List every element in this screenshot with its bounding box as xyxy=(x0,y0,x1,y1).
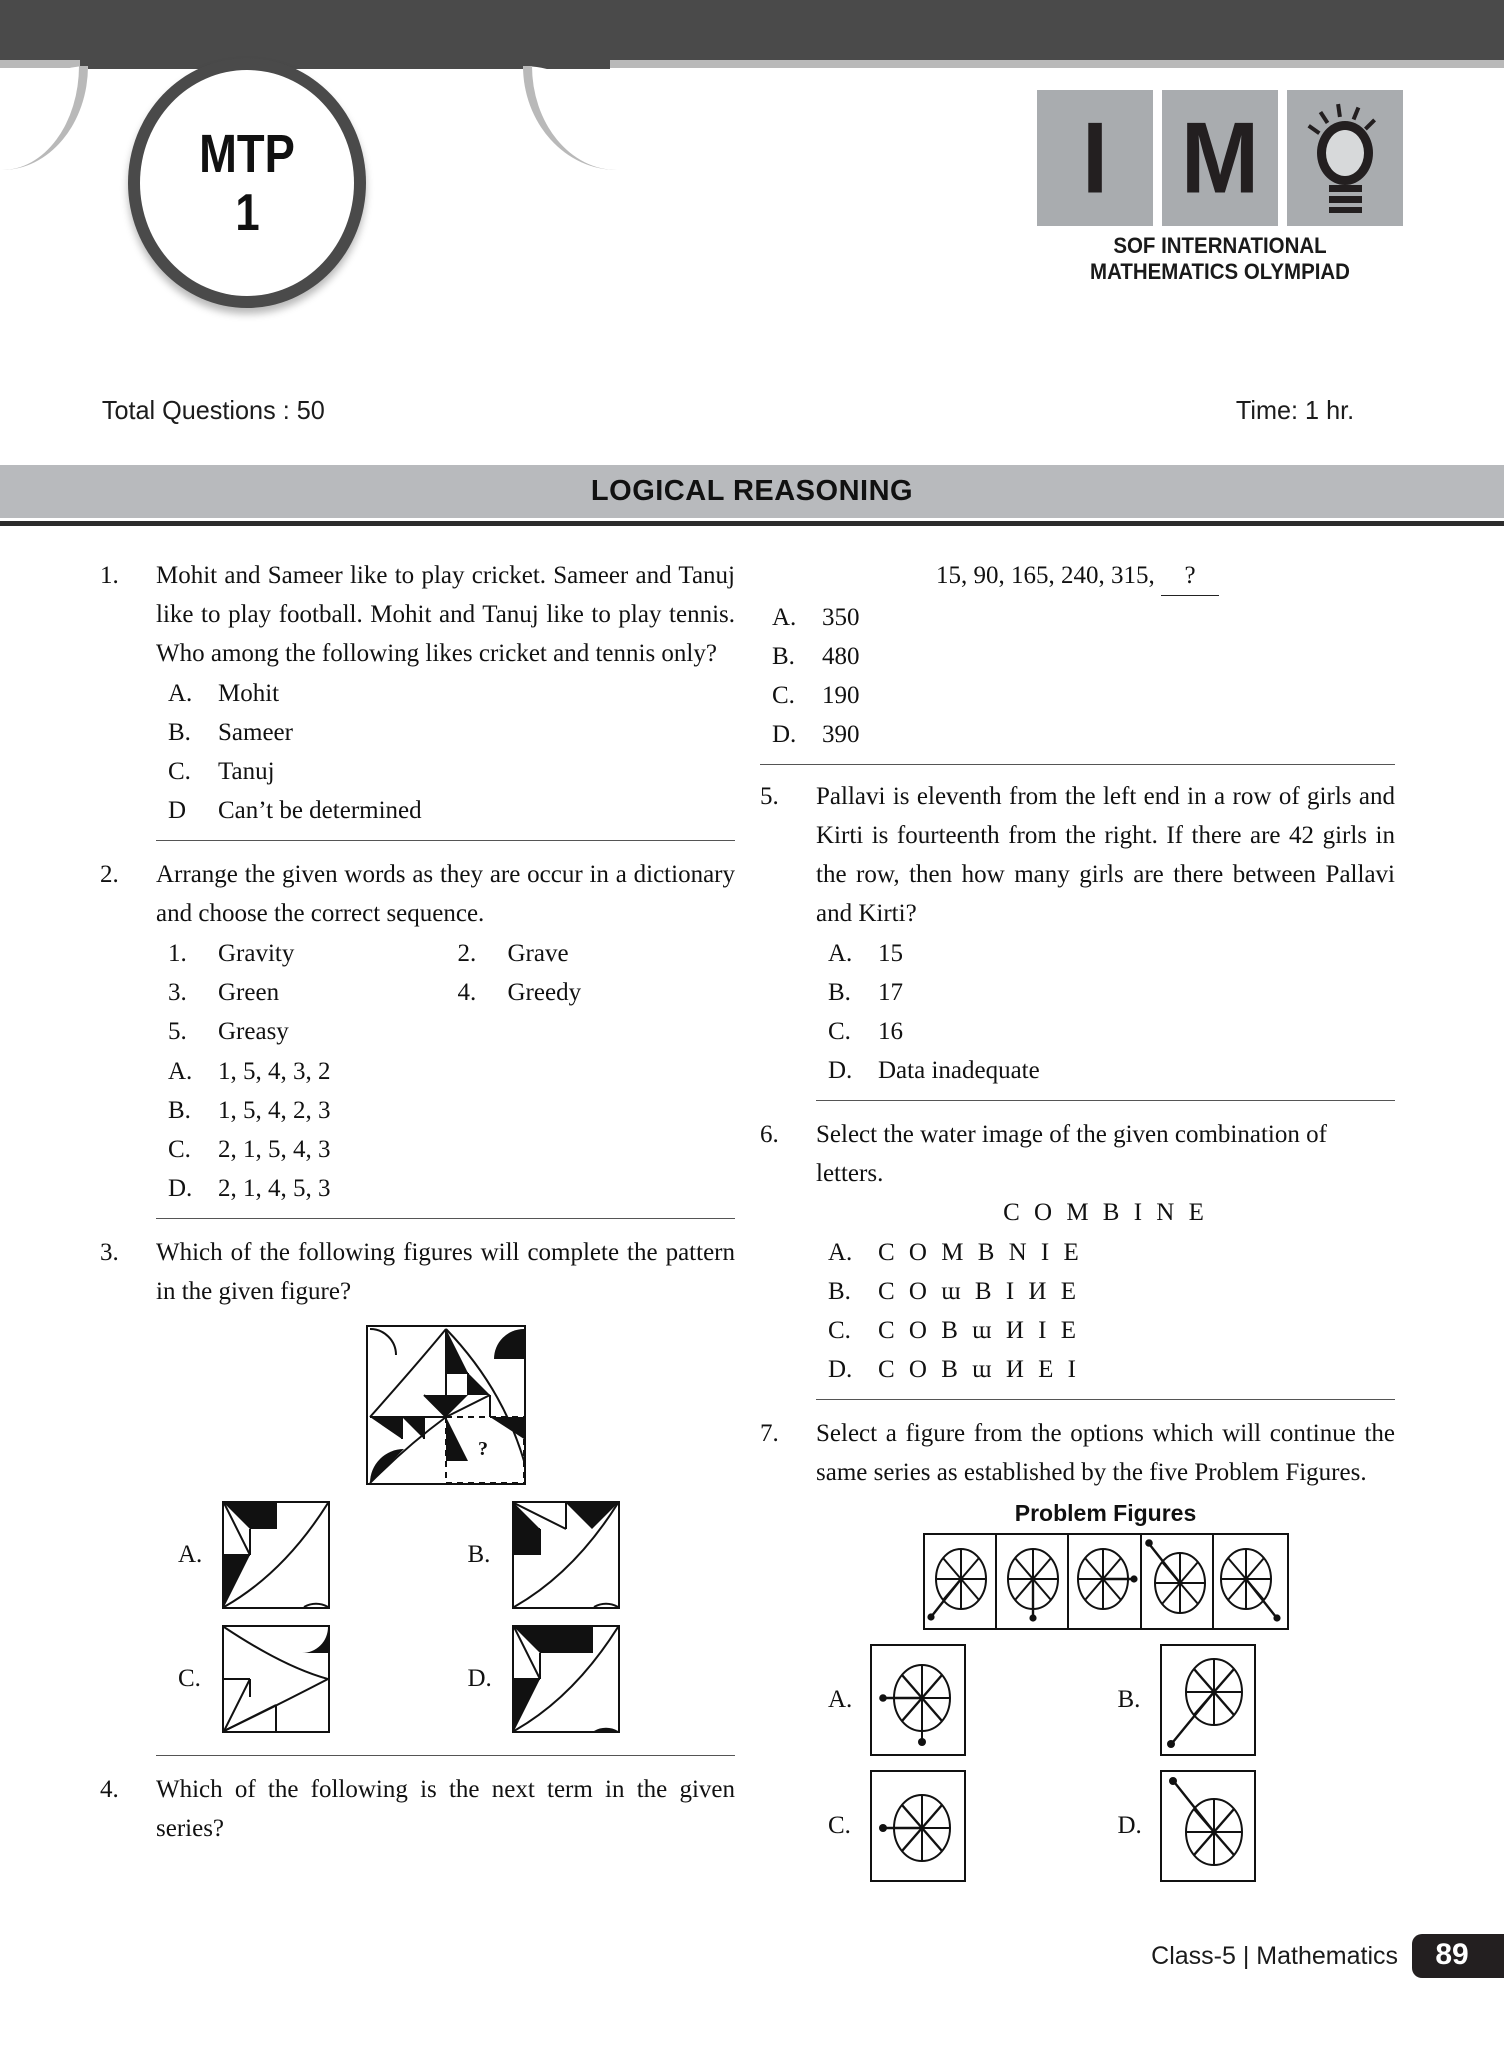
question-1-text: Mohit and Sameer like to play cricket. Sameer and Tanuj like to play football. Mohit and Tanuj like to play tennis. Who among the following likes cricket and tennis only? xyxy=(156,562,735,667)
option-value: 190 xyxy=(822,682,860,709)
option-row[interactable] xyxy=(760,715,1395,754)
question-2-number: 2. xyxy=(100,861,119,888)
option-row[interactable] xyxy=(816,934,1395,973)
question-divider xyxy=(816,1399,1395,1400)
question-6 xyxy=(760,1115,1395,1412)
section-title-bar xyxy=(0,465,1504,518)
option-label: C. xyxy=(178,1665,201,1692)
series-blank: ? xyxy=(1161,556,1219,596)
option-cell[interactable] xyxy=(1106,1770,1396,1882)
imo-caption-line2: MATHEMATICS OLYMPIAD xyxy=(1090,258,1350,284)
imo-logo xyxy=(1037,90,1403,285)
option-cell[interactable] xyxy=(446,1501,736,1609)
word-label: 3. xyxy=(168,979,187,1006)
option-label: B. xyxy=(467,1541,491,1568)
option-row[interactable] xyxy=(816,1233,1395,1272)
option-label: A. xyxy=(828,1239,853,1266)
option-row[interactable] xyxy=(760,598,1395,637)
option-value: 1, 5, 4, 2, 3 xyxy=(218,1097,331,1124)
option-label: B. xyxy=(168,1097,191,1124)
imo-logo-box-i xyxy=(1037,90,1153,226)
total-questions-label: Total Questions : 50 xyxy=(101,395,325,425)
option-label: A. xyxy=(168,1058,193,1085)
option-label: A. xyxy=(828,940,853,967)
question-4-text: Which of the following is the next term in the given series? xyxy=(156,1776,735,1842)
page-footer xyxy=(1151,1934,1504,1978)
question-7-text: Select a figure from the options which will continue the same series as established by the five Problem Figures. xyxy=(816,1420,1395,1486)
option-row[interactable] xyxy=(816,1350,1395,1389)
page-header xyxy=(0,0,1504,352)
option-value: 15 xyxy=(878,940,903,967)
option-value: 2, 1, 4, 5, 3 xyxy=(218,1175,331,1202)
footer-label: Class-5 | Mathematics xyxy=(1151,1941,1398,1970)
question-3-number: 3. xyxy=(100,1239,119,1266)
word-item xyxy=(446,973,736,1012)
option-label: A. xyxy=(828,1686,853,1713)
option-label: C. xyxy=(168,758,191,785)
option-figure-b[interactable] xyxy=(1160,1644,1256,1756)
option-figure-b[interactable] xyxy=(512,1501,620,1609)
question-4-series xyxy=(760,556,1395,596)
option-label: B. xyxy=(828,1278,851,1305)
problem-figure-cell xyxy=(925,1535,997,1628)
option-label: B. xyxy=(772,643,795,670)
option-figure-d[interactable] xyxy=(1160,1770,1256,1882)
word-value: Gravity xyxy=(218,940,295,967)
section-underline xyxy=(0,521,1504,526)
option-label: D. xyxy=(828,1356,853,1383)
time-label: Time: 1 hr. xyxy=(1235,395,1355,425)
question-5 xyxy=(760,777,1395,1113)
option-value: 1, 5, 4, 3, 2 xyxy=(218,1058,331,1085)
option-row[interactable] xyxy=(816,973,1395,1012)
option-label: A. xyxy=(168,680,193,707)
question-divider xyxy=(156,1218,735,1219)
option-value: 16 xyxy=(878,1018,903,1045)
question-6-text: Select the water image of the given combination of letters. xyxy=(816,1121,1327,1187)
option-row[interactable] xyxy=(156,674,735,713)
word-item xyxy=(156,1012,446,1051)
option-cell[interactable] xyxy=(156,1625,446,1733)
option-label: C. xyxy=(772,682,795,709)
question-3-pattern-figure xyxy=(366,1325,526,1485)
question-4-continued xyxy=(760,556,1395,765)
question-divider xyxy=(156,840,735,841)
word-label: 1. xyxy=(168,940,187,967)
question-1-options xyxy=(156,674,735,830)
word-value: Greasy xyxy=(218,1018,289,1045)
problem-figures-strip xyxy=(923,1533,1289,1630)
option-row[interactable] xyxy=(156,1091,735,1130)
option-value: Sameer xyxy=(218,719,293,746)
option-value: 17 xyxy=(878,979,903,1006)
option-row[interactable] xyxy=(760,676,1395,715)
question-1-number: 1. xyxy=(100,562,119,589)
option-label: D. xyxy=(1117,1812,1142,1839)
word-value: Grave xyxy=(507,940,569,967)
option-label: B. xyxy=(1117,1686,1141,1713)
question-6-number: 6. xyxy=(760,1121,779,1148)
left-column xyxy=(100,556,735,1850)
question-7-options-row-1 xyxy=(816,1644,1395,1756)
question-2-options xyxy=(156,1052,735,1208)
option-value: Data inadequate xyxy=(878,1057,1040,1084)
option-label: D. xyxy=(828,1057,853,1084)
question-2 xyxy=(100,855,735,1231)
question-3-options-row-1 xyxy=(156,1501,735,1609)
option-row[interactable] xyxy=(156,752,735,791)
option-row[interactable] xyxy=(156,1130,735,1169)
option-label: A. xyxy=(772,604,797,631)
question-divider xyxy=(760,764,1395,765)
imo-logo-box-o xyxy=(1287,90,1403,226)
page-number-badge: 89 xyxy=(1412,1934,1504,1978)
option-label: B. xyxy=(168,719,191,746)
question-6-options xyxy=(816,1233,1395,1389)
section-title: LOGICAL REASONING xyxy=(590,475,914,507)
question-5-text: Pallavi is eleventh from the left end in a row of girls and Kirti is fourteenth from the right. If there are 42 girls in the row, then how many girls are there between Pallavi and Kirti? xyxy=(816,783,1395,927)
option-value: 390 xyxy=(822,721,860,748)
option-value: Mohit xyxy=(218,680,280,707)
lightbulb-icon xyxy=(1309,99,1381,217)
question-2-text: Arrange the given words as they are occur in a dictionary and choose the correct sequence. xyxy=(156,861,735,927)
option-figure-d[interactable] xyxy=(512,1625,620,1733)
word-value: Greedy xyxy=(507,979,582,1006)
question-5-options xyxy=(816,934,1395,1090)
option-row[interactable] xyxy=(156,1169,735,1208)
option-label: A. xyxy=(178,1541,203,1568)
problem-figures-title: Problem Figures xyxy=(1014,1500,1197,1526)
option-row[interactable] xyxy=(816,1311,1395,1350)
question-2-words xyxy=(156,934,735,1051)
option-row[interactable] xyxy=(156,1052,735,1091)
word-label: 5. xyxy=(168,1018,187,1045)
option-cell[interactable] xyxy=(156,1501,446,1609)
question-4 xyxy=(100,1770,735,1848)
question-4-number: 4. xyxy=(100,1776,119,1803)
problem-figure-cell xyxy=(1142,1535,1214,1628)
question-divider xyxy=(156,1755,735,1756)
imo-letter-m: M xyxy=(1180,100,1260,215)
mtp-number: 1 xyxy=(234,184,260,242)
option-cell[interactable] xyxy=(1106,1644,1396,1756)
option-row[interactable] xyxy=(816,1051,1395,1090)
option-value: Tanuj xyxy=(218,758,275,785)
question-7-number: 7. xyxy=(760,1420,779,1447)
option-value: 480 xyxy=(822,643,860,670)
question-7 xyxy=(760,1414,1395,1882)
option-row[interactable] xyxy=(760,637,1395,676)
mtp-badge xyxy=(128,58,366,308)
question-columns xyxy=(0,556,1504,1956)
option-label: C. xyxy=(168,1136,191,1163)
option-value: Can’t be determined xyxy=(218,797,422,824)
option-row[interactable] xyxy=(156,791,735,830)
option-cell[interactable] xyxy=(816,1770,1106,1882)
series-terms: 15, 90, 165, 240, 315, xyxy=(936,562,1155,589)
option-label: D. xyxy=(168,1175,193,1202)
option-label: D xyxy=(168,797,187,824)
option-label: C. xyxy=(828,1018,851,1045)
word-item xyxy=(156,934,446,973)
word-item xyxy=(156,973,446,1012)
right-column xyxy=(760,556,1395,1884)
mtp-label: MTP xyxy=(199,124,295,184)
question-3 xyxy=(100,1233,735,1768)
question-1 xyxy=(100,556,735,853)
option-value: C O B ɯ И I E xyxy=(878,1317,1080,1344)
option-value: C O B ɯ И E I xyxy=(878,1356,1080,1383)
problem-figure-cell xyxy=(1214,1535,1286,1628)
option-cell[interactable] xyxy=(446,1625,736,1733)
question-5-number: 5. xyxy=(760,783,779,810)
option-row[interactable] xyxy=(816,1272,1395,1311)
problem-figure-cell xyxy=(997,1535,1069,1628)
question-7-options-row-2 xyxy=(816,1770,1395,1882)
option-figure-c[interactable] xyxy=(870,1770,966,1882)
option-figure-a[interactable] xyxy=(222,1501,330,1609)
question-3-text: Which of the following figures will complete the pattern in the given figure? xyxy=(156,1239,735,1305)
option-label: D. xyxy=(467,1665,492,1692)
imo-logo-boxes xyxy=(1037,90,1403,226)
option-figure-a[interactable] xyxy=(870,1644,966,1756)
pattern-question-mark: ? xyxy=(477,1438,488,1460)
mtp-badge-inner xyxy=(140,70,354,296)
word-value: Green xyxy=(218,979,280,1006)
question-4-options xyxy=(760,598,1395,754)
option-label: B. xyxy=(828,979,851,1006)
option-label: D. xyxy=(772,721,797,748)
imo-letter-i: I xyxy=(1081,100,1109,215)
option-figure-c[interactable] xyxy=(222,1625,330,1733)
imo-logo-box-m xyxy=(1162,90,1278,226)
exam-info-row xyxy=(0,395,1459,426)
option-label: C. xyxy=(828,1317,851,1344)
question-divider xyxy=(816,1100,1395,1101)
option-row[interactable] xyxy=(156,713,735,752)
option-row[interactable] xyxy=(816,1012,1395,1051)
option-value: 350 xyxy=(822,604,860,631)
option-value: C O ɯ B I И E xyxy=(878,1278,1080,1305)
problem-figure-cell xyxy=(1069,1535,1141,1628)
option-value: 2, 1, 5, 4, 3 xyxy=(218,1136,331,1163)
question-3-options-row-2 xyxy=(156,1625,735,1733)
imo-caption-line1: SOF INTERNATIONAL xyxy=(1113,233,1327,258)
imo-logo-caption xyxy=(1050,233,1390,285)
question-6-stimulus: C O M B I N E xyxy=(1003,1199,1208,1226)
option-cell[interactable] xyxy=(816,1644,1106,1756)
word-label: 4. xyxy=(457,979,477,1006)
word-item xyxy=(446,934,736,973)
option-label: C. xyxy=(828,1812,851,1839)
word-label: 2. xyxy=(457,940,477,967)
option-value: C O M B N I E xyxy=(878,1239,1083,1266)
